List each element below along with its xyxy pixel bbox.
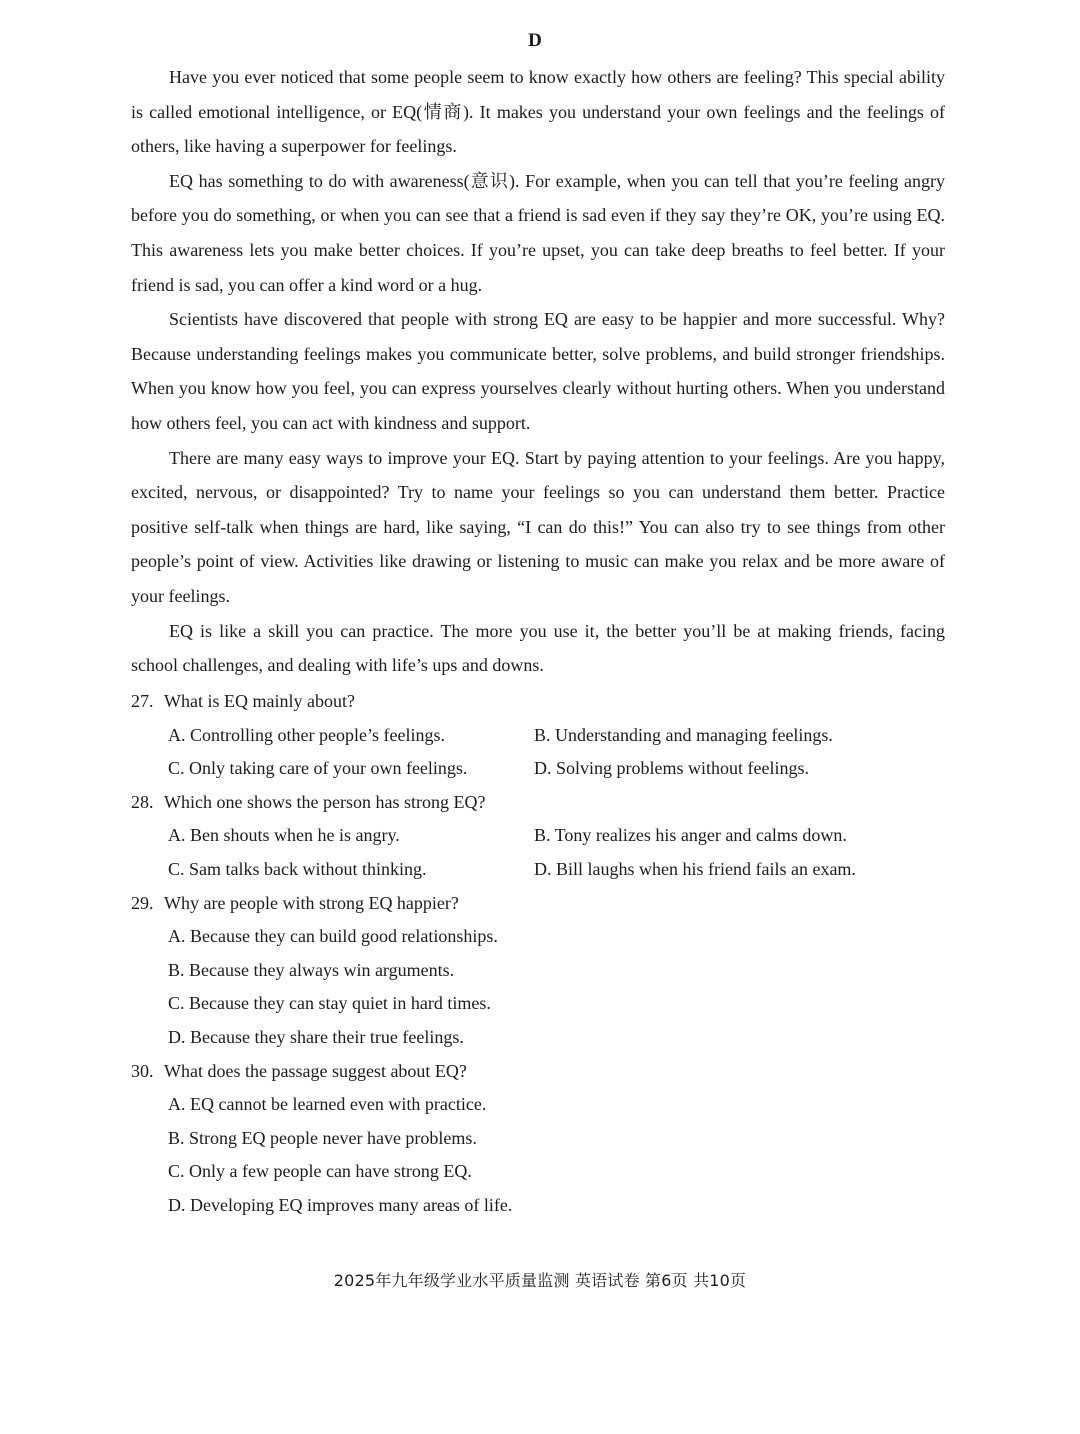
option-b: B. Because they always win arguments. bbox=[168, 959, 455, 980]
question-number: 30. bbox=[131, 1060, 154, 1081]
option-a: A. Ben shouts when he is angry. bbox=[168, 825, 400, 846]
option-list bbox=[131, 920, 961, 1054]
option-d: D. Because they share their true feelings. bbox=[168, 1026, 464, 1047]
option-c: C. Sam talks back without thinking. bbox=[168, 858, 427, 879]
question-text: Why are people with strong EQ happier? bbox=[164, 892, 459, 913]
option-grid bbox=[131, 819, 961, 886]
option-c: C. Only taking care of your own feelings. bbox=[168, 758, 468, 779]
question-number: 28. bbox=[131, 791, 154, 812]
passage-paragraph: EQ has something to do with awareness(意识). For example, when you can tell that you’re feeling angry before you do something, or when you can see that a friend is sad even if they say they’re OK, you’re using EQ. This awareness lets you make better choices. If you’re upset, you can take deep breaths to feel better. If your friend is sad, you can offer a kind word or a hug. bbox=[131, 170, 945, 295]
option-d: D. Solving problems without feelings. bbox=[534, 758, 809, 779]
passage-paragraph: Scientists have discovered that people with strong EQ are easy to be happier and more successful. Why? Because understanding feelings makes you communicate better, solve problems, and build stronger friendships. When you know how you feel, you can express yourselves clearly without hurting others. When you understand how others feel, you can act with kindness and support. bbox=[131, 309, 945, 433]
passage-paragraph: EQ is like a skill you can practice. The more you use it, the better you’ll be at making friends, facing school challenges, and dealing with life’s ups and downs. bbox=[131, 620, 945, 676]
option-c: C. Only a few people can have strong EQ. bbox=[168, 1161, 472, 1182]
question-stem bbox=[131, 1055, 961, 1089]
question-text: Which one shows the person has strong EQ? bbox=[164, 791, 486, 812]
option-d: D. Bill laughs when his friend fails an exam. bbox=[534, 858, 856, 879]
question-29 bbox=[131, 887, 961, 1055]
option-a: A. EQ cannot be learned even with practice. bbox=[168, 1094, 487, 1115]
question-stem bbox=[131, 685, 961, 719]
option-b: B. Tony realizes his anger and calms down. bbox=[534, 825, 847, 846]
option-grid bbox=[131, 719, 961, 786]
question-27 bbox=[131, 685, 961, 786]
question-number: 27. bbox=[131, 691, 154, 711]
option-b: B. Understanding and managing feelings. bbox=[534, 724, 833, 745]
option-d: D. Developing EQ improves many areas of life. bbox=[168, 1194, 513, 1215]
question-28 bbox=[131, 786, 961, 887]
question-stem bbox=[131, 786, 961, 820]
page-footer: 2025年九年级学业水平质量监测 英语试卷 第6页 共10页 bbox=[333, 1271, 747, 1290]
option-list bbox=[131, 1088, 961, 1222]
question-text: What is EQ mainly about? bbox=[164, 691, 355, 711]
question-30 bbox=[131, 1055, 961, 1223]
passage-paragraph: There are many easy ways to improve your EQ. Start by paying attention to your feelings. Are you happy, excited, nervous, or disappointed? Try to name your feelings so you can understand them better. Practice positive self-talk when things are hard, like saying, “I can do this!” You can also try to see things from other people’s point of view. Activities like drawing or listening to music can make you relax and be more aware of your feelings. bbox=[131, 447, 945, 606]
question-list bbox=[131, 685, 961, 1223]
question-number: 29. bbox=[131, 892, 154, 913]
option-b: B. Strong EQ people never have problems. bbox=[168, 1127, 477, 1148]
question-stem bbox=[131, 887, 961, 921]
option-a: A. Controlling other people’s feelings. bbox=[168, 724, 445, 745]
question-text: What does the passage suggest about EQ? bbox=[164, 1060, 467, 1081]
passage-paragraph: Have you ever noticed that some people seem to know exactly how others are feeling? This special ability is called emotional intelligence, or EQ(情商). It makes you understand your own feelings and the feelings of others, like having a superpower for feelings. bbox=[131, 67, 945, 157]
reading-passage bbox=[131, 60, 945, 683]
section-letter: D bbox=[528, 30, 542, 51]
option-a: A. Because they can build good relationships. bbox=[168, 926, 498, 947]
option-c: C. Because they can stay quiet in hard times. bbox=[168, 993, 491, 1014]
